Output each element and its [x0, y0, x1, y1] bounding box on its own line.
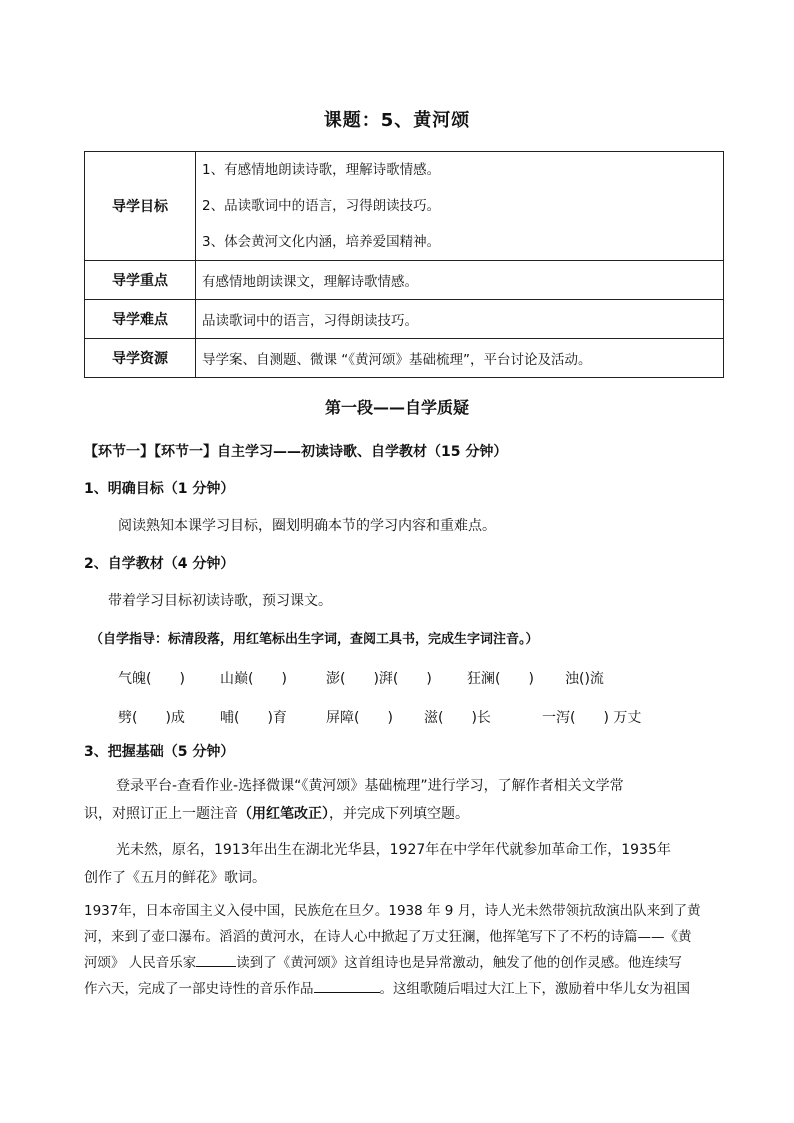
background-line3-b: 读到了《黄河颂》这首组诗也是异常激动，触发了他的创作灵感。他连续写: [236, 955, 682, 971]
goal-label: 导学目标: [85, 152, 196, 261]
page-title: 课题：5、黄河颂: [323, 110, 471, 131]
background-line2: 河，来到了壶口瀑布。滔滔的黄河水，在诗人心中掀起了万丈狂澜，他挥笔写下了不朽的诗篇——《黄: [84, 929, 692, 945]
step3-line2: [84, 800, 724, 828]
step3-heading: 3、把握基础（5 分钟）: [84, 744, 235, 760]
author-bio-line2: 创作了《五月的鲜花》歌词。: [84, 870, 266, 886]
table-row-focus: [85, 261, 724, 300]
focus-content: 有感情地朗读课文，理解诗歌情感。: [196, 261, 724, 300]
resources-content: 导学案、自测题、微课 “《黄河颂》基础梳理”，平台讨论及活动。: [196, 339, 724, 378]
self-study-tip: （自学指导：标清段落，用红笔标出生字词，查阅工具书，完成生字词注音。）: [90, 632, 539, 647]
pinyin-item: 滋( )长: [424, 710, 491, 726]
background-paragraph: [84, 898, 724, 1002]
author-bio: [84, 836, 724, 892]
pinyin-item: 气魄( ): [118, 671, 185, 687]
step1-text: 阅读熟知本课学习目标，圈划明确本节的学习内容和重难点。: [118, 518, 496, 534]
pinyin-item: 屏障( ): [326, 710, 393, 726]
step3-line1: 登录平台-查看作业-选择微课“《黄河颂》基础梳理”进行学习，了解作者相关文学常: [116, 778, 624, 794]
table-row-difficulty: [85, 300, 724, 339]
background-line3-a: 河颂》 人民音乐家: [84, 955, 197, 971]
difficulty-label: 导学难点: [85, 300, 196, 339]
goal-item-1: 1、有感情地朗读诗歌，理解诗歌情感。: [202, 162, 441, 178]
fill-blank-composer[interactable]: [196, 954, 236, 967]
step1-heading: 1、明确目标（1 分钟）: [84, 481, 235, 497]
background-line4-a: 作六天，完成了一部史诗性的音乐作品: [84, 981, 314, 997]
red-pen-note: （用红笔改正）: [238, 806, 329, 822]
author-bio-line1: 光未然，原名，1913年出生在湖北光华县，1927年在中学年代就参加革命工作，1935年: [116, 842, 671, 858]
step2-heading: 2、自学教材（4 分钟）: [84, 556, 235, 572]
step3-line2-a: 识，对照订正上一题注音: [84, 806, 238, 822]
pinyin-item: 澎( )湃( ): [326, 671, 432, 687]
stage1-heading: 【环节一】【环节一】自主学习——初读诗歌、自学教材（15 分钟）: [84, 444, 508, 460]
goal-content: [196, 152, 724, 261]
pinyin-item: 浊()流: [565, 671, 604, 687]
table-row-goal: [85, 152, 724, 261]
step3-instruction: [84, 772, 724, 828]
pinyin-item: 狂澜( ): [467, 671, 534, 687]
background-line4: [84, 976, 724, 1002]
table-row-resources: [85, 339, 724, 378]
fill-blank-work[interactable]: [314, 980, 380, 993]
background-line1: 1937年，日本帝国主义入侵中国，民族危在旦夕。1938 年 9 月，诗人光未然带领抗敌演出队来到了黄: [84, 903, 701, 919]
pinyin-item: 劈( )成: [118, 710, 185, 726]
pinyin-item: 山巅( ): [220, 671, 287, 687]
focus-label: 导学重点: [85, 261, 196, 300]
step3-line2-c: ，并完成下列填空题。: [329, 806, 469, 822]
pinyin-item: 哺( )育: [220, 710, 287, 726]
pinyin-item: 一泻( ) 万丈: [542, 710, 642, 726]
difficulty-content: 品读歌词中的语言，习得朗读技巧。: [196, 300, 724, 339]
goal-item-3: 3、体会黄河文化内涵，培养爱国精神。: [202, 234, 441, 250]
guide-table: [84, 151, 724, 378]
background-line3: [84, 950, 724, 976]
background-line4-b: 。这组歌随后唱过大江上下，激励着中华儿女为祖国: [379, 981, 690, 997]
resources-label: 导学资源: [85, 339, 196, 378]
section-title: 第一段——自学质疑: [324, 398, 469, 417]
goal-item-2: 2、品读歌词中的语言，习得朗读技巧。: [202, 198, 441, 214]
step2-text: 带着学习目标初读诗歌，预习课文。: [108, 593, 332, 609]
